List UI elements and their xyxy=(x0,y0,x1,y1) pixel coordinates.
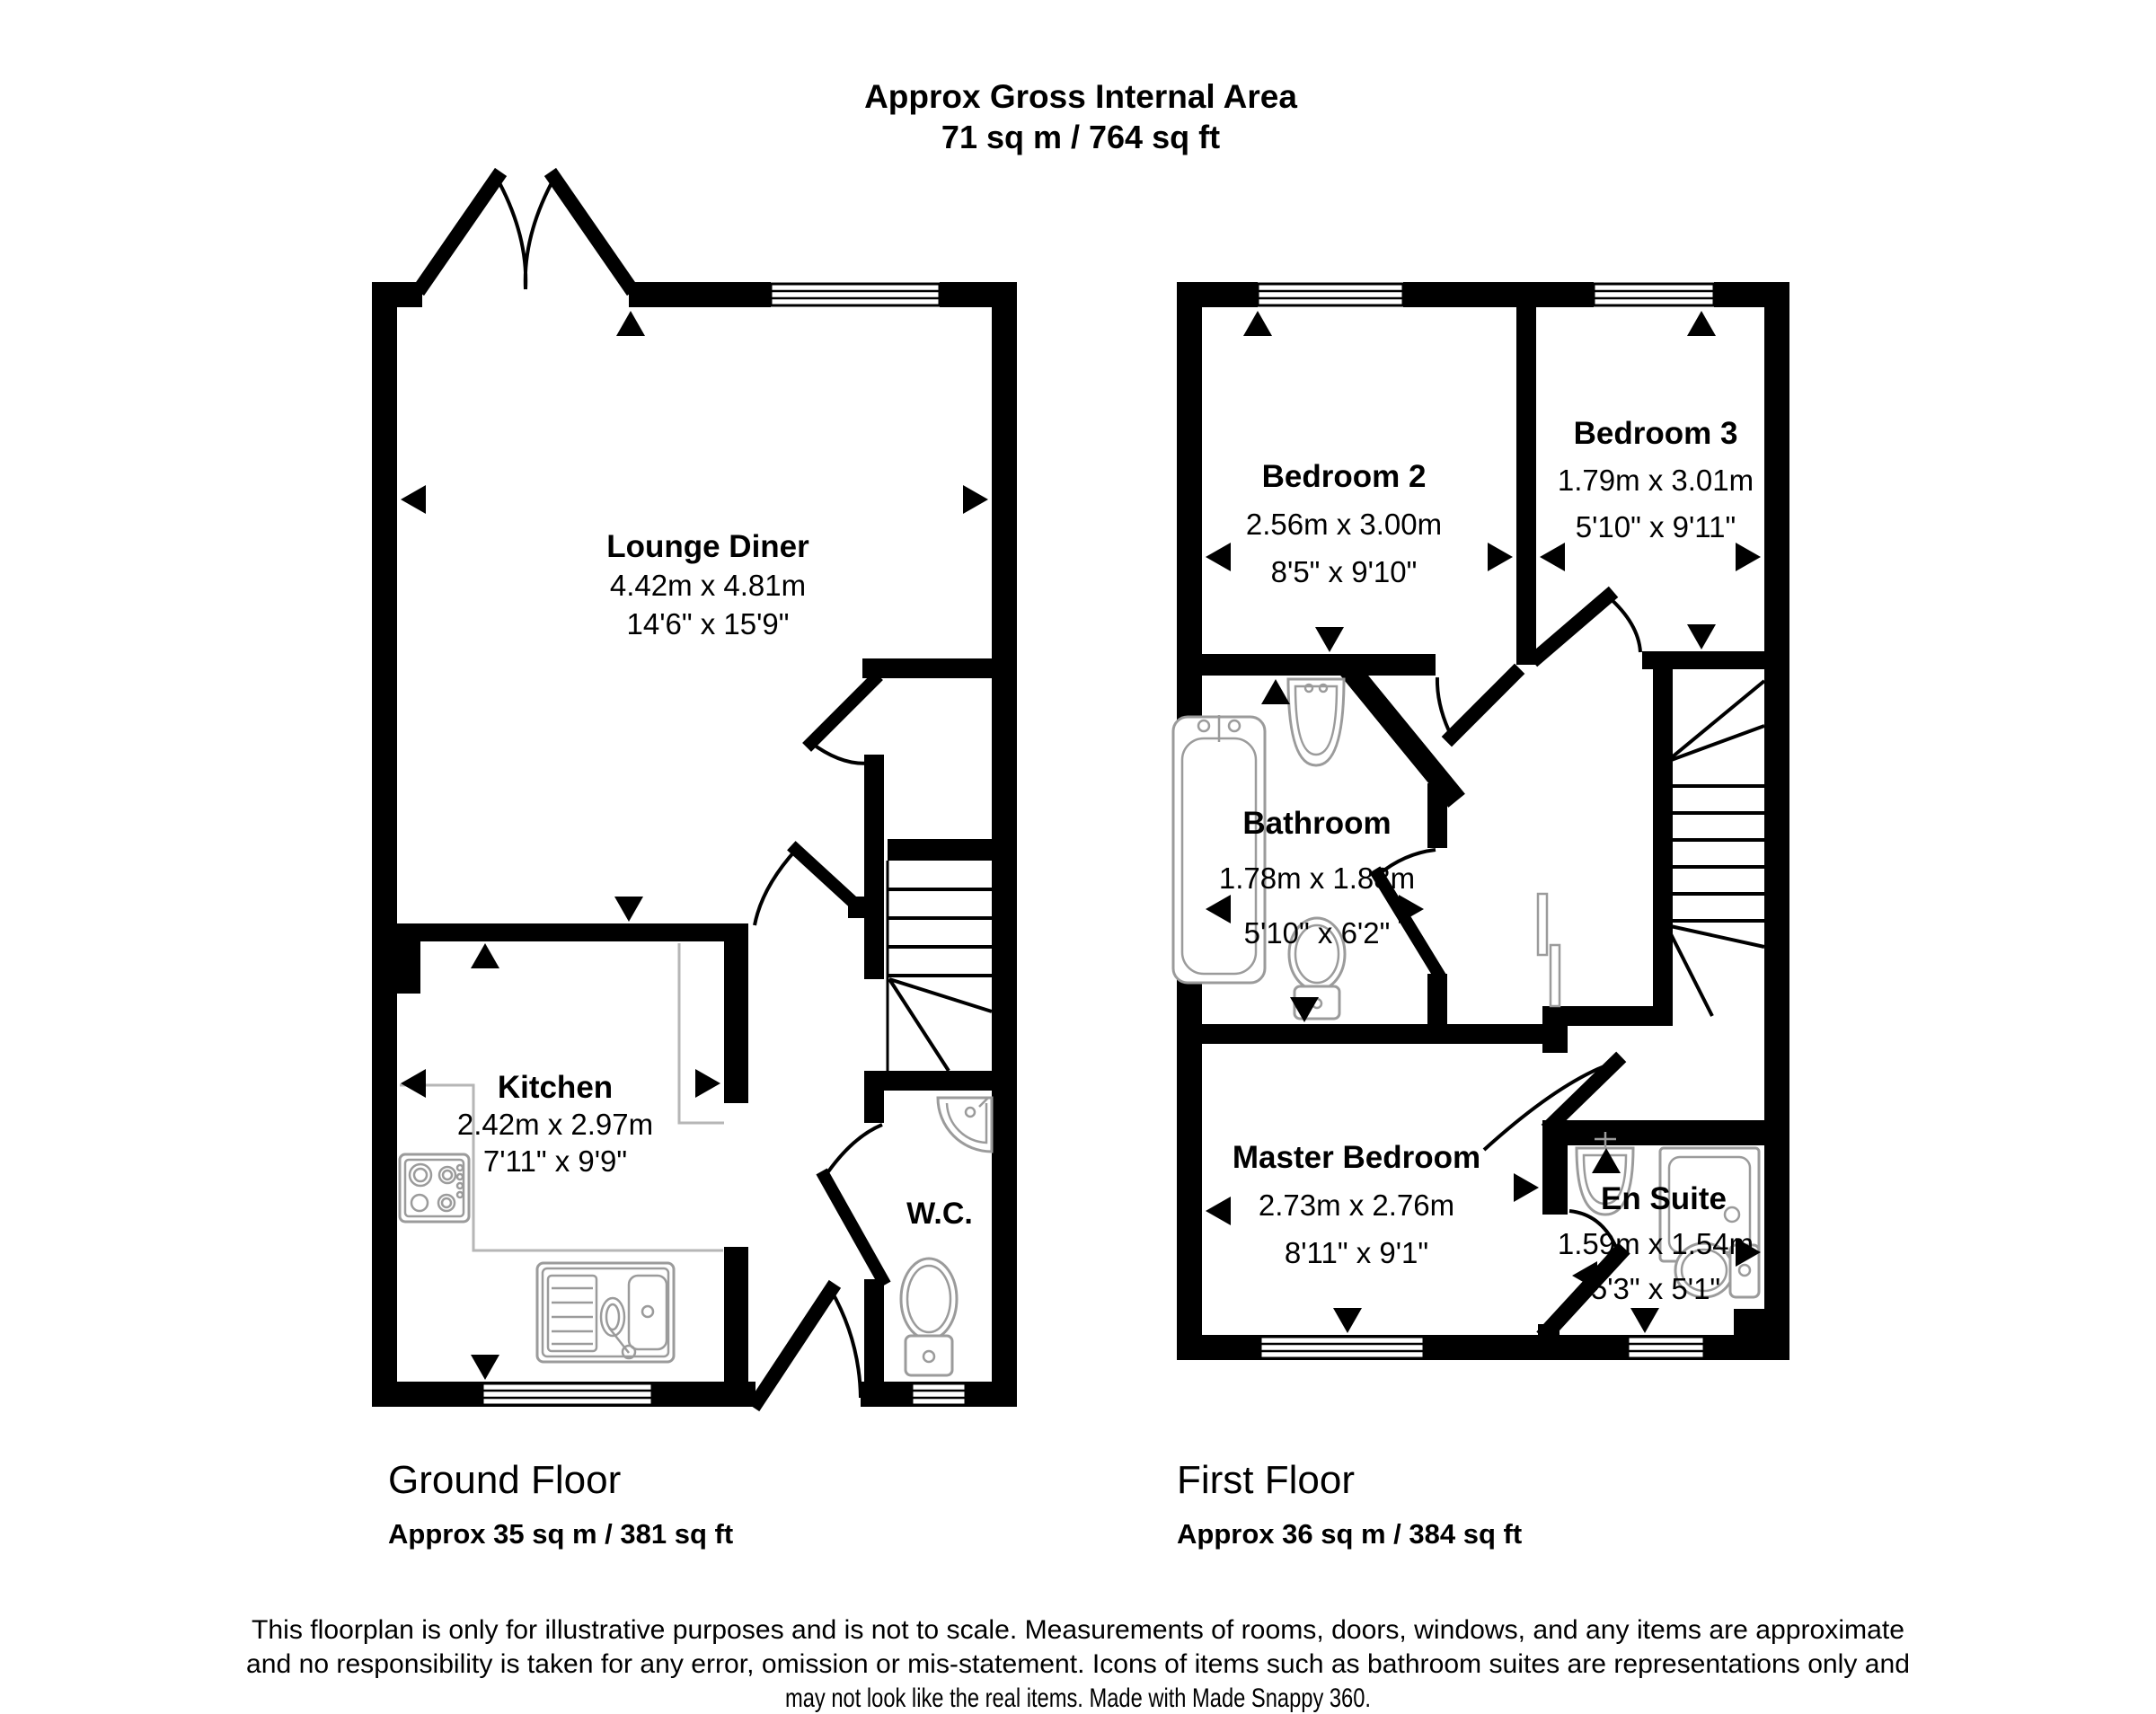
ground-floor-caption xyxy=(388,1458,733,1550)
disclaimer-line-3: may not look like the real items. Made with Made Snappy 360. xyxy=(785,1683,1371,1713)
ensuite-metric: 1.59m x 1.54m xyxy=(1557,1227,1754,1260)
ff-window-bed3 xyxy=(1594,284,1714,305)
disclaimer-line-2: and no responsibility is taken for any error, omission or mis-statement. Icons of items such as bathroom suites are representations only and xyxy=(246,1649,1910,1679)
bathroom-metric: 1.78m x 1.88m xyxy=(1218,861,1416,895)
bathroom-label xyxy=(1219,806,1415,950)
disclaimer xyxy=(246,1615,1910,1713)
ensuite-imperial: 5'3" x 5'1" xyxy=(1590,1272,1721,1305)
ground-floor-plan xyxy=(372,178,1017,1550)
wc-name: W.C. xyxy=(906,1197,973,1231)
gf-staircase xyxy=(888,861,992,1071)
gf-window-wc xyxy=(912,1383,966,1405)
kitchen-imperial: 7'11" x 9'9" xyxy=(482,1144,628,1178)
lounge-imperial: 14'6" x 15'9" xyxy=(626,607,790,641)
ff-window-ensuite xyxy=(1628,1337,1704,1358)
bedroom2-name: Bedroom 2 xyxy=(1261,459,1427,494)
first-floor-title: First Floor xyxy=(1177,1458,1355,1502)
ground-floor-title: Ground Floor xyxy=(388,1458,622,1502)
ff-window-master xyxy=(1260,1337,1424,1358)
gross-area-title: Approx Gross Internal Area xyxy=(864,78,1297,115)
gf-kitchen-door xyxy=(755,850,861,925)
gf-window-top xyxy=(771,284,940,305)
bathroom-name: Bathroom xyxy=(1242,806,1392,841)
lounge-label xyxy=(606,529,809,641)
corner-basin-icon xyxy=(938,1098,992,1152)
gf-wc-door xyxy=(825,1125,882,1279)
bathroom-basin-icon xyxy=(1288,679,1344,765)
ground-floor-area: Approx 35 sq m / 381 sq ft xyxy=(388,1518,734,1550)
bedroom2-metric: 2.56m x 3.00m xyxy=(1245,508,1443,541)
kitchen-label xyxy=(457,1070,653,1178)
wc-toilet-icon xyxy=(901,1259,957,1375)
first-floor-plan xyxy=(1173,282,1789,1550)
lounge-metric: 4.42m x 4.81m xyxy=(609,569,807,602)
lounge-name: Lounge Diner xyxy=(606,529,809,564)
sink-icon xyxy=(537,1263,674,1362)
disclaimer-line-1: This floorplan is only for illustrative purposes and is not to scale. Measurements of rooms, doors, windows, and any items are approximate xyxy=(252,1615,1904,1645)
first-floor-caption xyxy=(1177,1458,1522,1550)
gf-internal-walls xyxy=(397,658,992,1382)
kitchen-metric: 2.42m x 2.97m xyxy=(456,1108,654,1141)
header xyxy=(864,78,1297,155)
bedroom2-label xyxy=(1246,459,1442,588)
ff-window-bed2 xyxy=(1258,284,1403,305)
ensuite-name: En Suite xyxy=(1600,1181,1727,1216)
bedroom3-label xyxy=(1558,416,1754,543)
gf-french-doors xyxy=(422,178,629,289)
bedroom2-imperial: 8'5" x 9'10" xyxy=(1270,555,1418,588)
bathroom-imperial: 5'10" x 6'2" xyxy=(1243,916,1391,950)
first-floor-area: Approx 36 sq m / 384 sq ft xyxy=(1177,1518,1523,1550)
ff-staircase xyxy=(1538,681,1764,1016)
hob-icon xyxy=(400,1154,469,1222)
master-metric: 2.73m x 2.76m xyxy=(1258,1188,1455,1222)
gf-window-kitchen xyxy=(482,1383,652,1405)
master-name: Master Bedroom xyxy=(1232,1140,1481,1175)
ff-bedroom3-door xyxy=(1538,596,1640,657)
kitchen-name: Kitchen xyxy=(497,1070,614,1105)
master-imperial: 8'11" x 9'1" xyxy=(1284,1236,1429,1269)
bedroom3-imperial: 5'10" x 9'11" xyxy=(1575,510,1736,543)
gf-lounge-door xyxy=(811,680,877,764)
master-bedroom-label xyxy=(1233,1140,1480,1269)
bedroom3-metric: 1.79m x 3.01m xyxy=(1557,464,1754,497)
gross-area-value: 71 sq m / 764 sq ft xyxy=(941,119,1221,155)
ff-bedroom2-door xyxy=(1437,674,1515,737)
bedroom3-name: Bedroom 3 xyxy=(1573,416,1738,451)
